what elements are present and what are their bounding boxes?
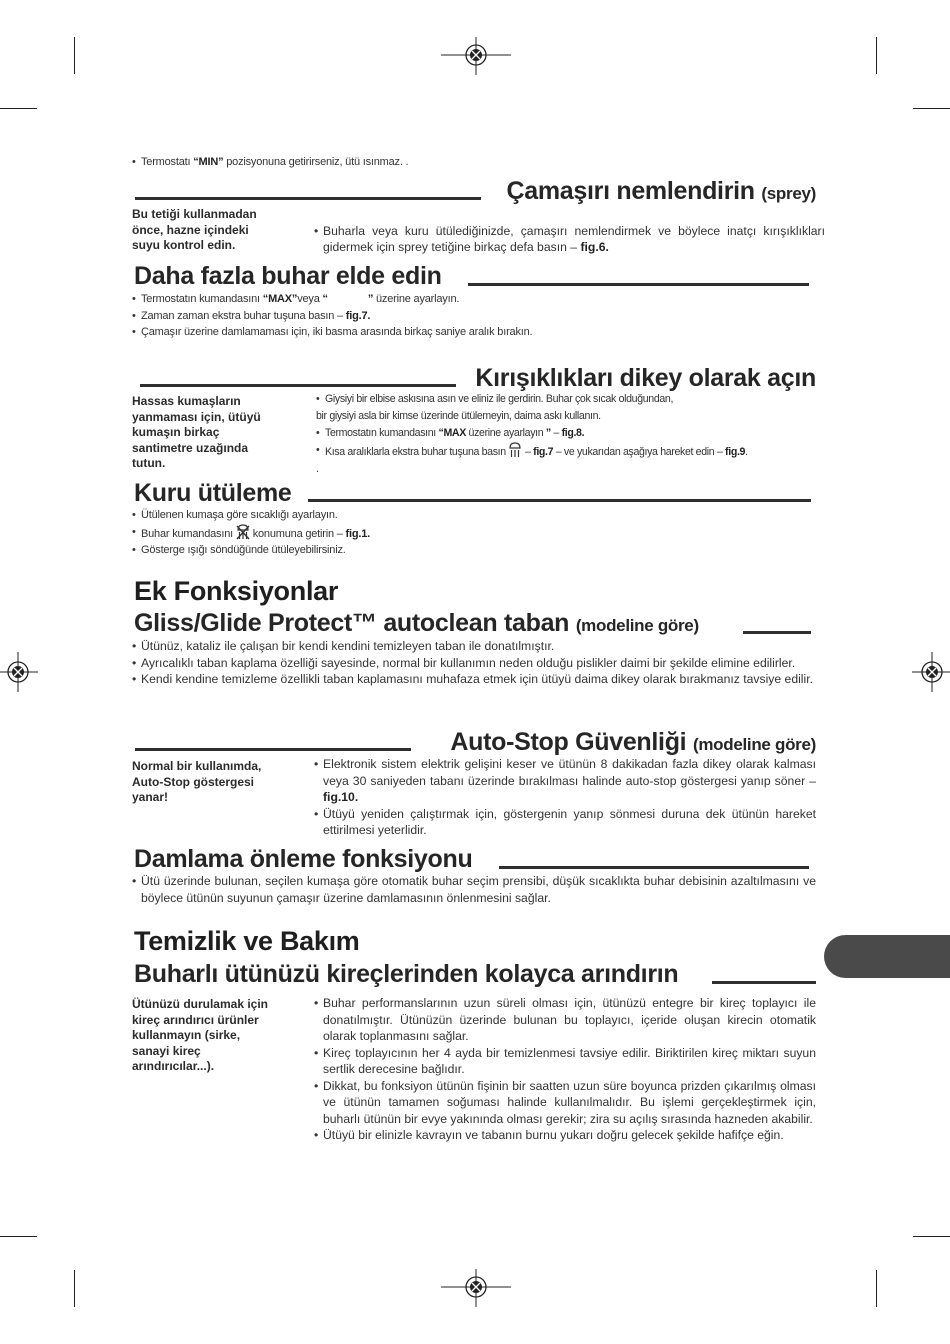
- crop-mark: [74, 1270, 75, 1307]
- list-item: • Gösterge ışığı söndüğünde ütüleyebilirsiniz.: [132, 542, 816, 559]
- heading-rule: [135, 197, 481, 200]
- dikey-text: [316, 391, 826, 478]
- note-line: önce, hazne içindeki: [132, 222, 249, 237]
- steam-burst-icon: [508, 442, 522, 458]
- item-pre: Kısa aralıklarla ekstra buhar tuşuna basın: [325, 446, 509, 458]
- side-note-autostop: [132, 759, 312, 806]
- note-line: Normal bir kullanımda,: [132, 759, 262, 773]
- section-title-kirec: Buharlı ütünüzü kireçlerinden kolayca arındırın: [134, 960, 679, 988]
- section-title-damlama: Damlama önleme fonksiyonu: [134, 845, 473, 873]
- autostop-list: [314, 756, 816, 839]
- note-line: santimetre uzağında: [132, 440, 249, 455]
- crop-mark: [74, 37, 75, 74]
- crop-mark: [876, 37, 877, 74]
- item-text: Zaman zaman ekstra buhar tuşuna basın –: [141, 309, 346, 322]
- note-line: yanar!: [132, 790, 169, 805]
- item-pre: Termostatın kumandasını: [141, 293, 263, 305]
- heading-rule: [499, 866, 809, 869]
- section-title-autostop: [450, 728, 816, 757]
- note-line: suyu kontrol edin.: [132, 238, 236, 253]
- section-title-kuru: Kuru ütüleme: [134, 479, 292, 507]
- damlama-list: [132, 873, 816, 906]
- fig-ref: fig.9: [725, 446, 746, 458]
- heading-rule: [468, 283, 809, 286]
- crop-mark: [876, 1270, 877, 1307]
- side-note-kirec: [132, 997, 312, 1075]
- list-item: • Kireç toplayıcının her 4 ayda bir temizlenmesi tavsiye edilir. Biriktirilen kireç miktarı suyun sertlik derecesine bağlıdır.: [314, 1045, 816, 1078]
- heading-subtitle: (sprey): [761, 184, 816, 203]
- side-note-dikey: [132, 394, 307, 472]
- heading-subtitle: (modeline göre): [692, 735, 816, 754]
- note-line: kullanmayın (sirke,: [132, 1028, 241, 1043]
- list-item: [314, 756, 816, 806]
- note-line: Ütünüzü durulamak için: [132, 997, 269, 1011]
- max-label: “MAX”: [262, 293, 298, 305]
- heading-rule: [308, 499, 811, 502]
- text-line: bir giysiyi asla bir kimse üzerinde ütülemeyin, daima askı kullanın.: [316, 410, 601, 422]
- note-line: sanayi kireç: [132, 1043, 201, 1058]
- quote-open: “: [322, 293, 328, 305]
- quote-close: ”: [367, 293, 374, 305]
- list-item: [316, 425, 826, 442]
- item-text: Buharla veya kuru ütülediğinizde, çamaşırı nemlendirmek ve böylece inatçı kırışıklıkları gidermek için sprey tetiğine birkaç defa basın –: [323, 223, 825, 254]
- heading-text: Çamaşırı nemlendirin: [506, 177, 755, 205]
- fig-ref: fig.1.: [345, 527, 370, 540]
- kirec-list: [314, 995, 816, 1144]
- item-pre: Buhar kumandasını: [141, 527, 236, 540]
- note-line: Bu tetiği kullanmadan: [132, 207, 257, 221]
- intro-post: pozisyonuna getirirseniz, ütü ısınmaz. .: [223, 156, 409, 168]
- list-item: • Buhar performanslarının uzun süreli olması için, ütünüzü entegre bir kireç toplayıcı ile donatılmıştır. Ütünüzün üzerinde bulunan bu toplayıcı, içeride oluşan kirecin otomatik olarak toplanmasını sağlar.: [314, 995, 816, 1045]
- item-end: .: [745, 446, 748, 458]
- list-item: • Ütüyü yeniden çalıştırmak için, göstergenin yanıp sönmesi duruna dek ütünün hareket ettirilmesi yeterlidir.: [314, 806, 816, 839]
- note-line: kireç arındırıcı ürünler: [132, 1012, 259, 1027]
- heading-rule: [140, 384, 456, 387]
- item-mid: üzerine ayarlayın: [465, 427, 546, 439]
- item-mid: – ve yukarıdan aşağıya hareket edin –: [553, 446, 726, 458]
- heading-rule: [743, 631, 811, 634]
- section-title-gliss: [134, 609, 699, 638]
- heading-text: Auto-Stop Güvenliği: [450, 728, 687, 756]
- section-title-buhar: Daha fazla buhar elde edin: [134, 262, 442, 290]
- dash: –: [522, 446, 534, 458]
- side-note-sprey: [132, 207, 312, 254]
- item-post: konumuna getirin –: [249, 527, 346, 540]
- fig-ref: fig.7: [533, 446, 554, 458]
- intro-min: “MIN”: [193, 156, 224, 168]
- list-item: [132, 308, 816, 325]
- item-pre: Termostatın kumandasını: [325, 427, 439, 439]
- heading-text: Gliss/Glide Protect™ autoclean taban: [134, 609, 570, 637]
- no-steam-icon: [236, 524, 250, 540]
- note-line: Auto-Stop göstergesi: [132, 774, 254, 789]
- note-line: Hassas kumaşların: [132, 394, 241, 408]
- crop-mark: [0, 108, 37, 109]
- section-title-sprey: [507, 177, 817, 206]
- dash: –: [550, 427, 562, 439]
- note-line: arındırıcılar...).: [132, 1059, 215, 1074]
- list-item: • Ütünüz, kataliz ile çalışan bir kendi kendini temizleyen taban ile donatılmıştır.: [132, 638, 816, 655]
- max-label: “MAX: [438, 427, 466, 439]
- heading-rule: [712, 981, 816, 984]
- list-item: • Ütülenen kumaşa göre sıcaklığı ayarlayın.: [132, 507, 816, 524]
- note-line: kumaşın birkaç: [132, 425, 220, 440]
- registration-mark-icon: [441, 1269, 511, 1307]
- intro-pre: Termostatı: [141, 156, 194, 168]
- note-line: tutun.: [132, 456, 166, 471]
- chapter-title-temizlik: Temizlik ve Bakım: [134, 926, 360, 956]
- note-line: yanmaması için, ütüyü: [132, 409, 261, 424]
- kuru-list: [132, 507, 816, 559]
- crop-mark: [913, 1236, 950, 1237]
- list-item: [316, 442, 826, 461]
- list-item: • Çamaşır üzerine damlamaması için, iki basma arasında birkaç saniye aralık bırakın.: [132, 324, 816, 341]
- heading-subtitle: (modeline göre): [575, 616, 699, 635]
- list-item: • Giysiyi bir elbise askısına asın ve eliniz ile gerdirin. Buhar çok sıcak olduğundan,: [316, 391, 826, 408]
- buhar-list: [132, 291, 816, 341]
- registration-mark-icon: [441, 37, 511, 75]
- fig-ref: fig.6.: [580, 240, 609, 254]
- crop-mark: [913, 108, 950, 109]
- gliss-list: [132, 638, 816, 688]
- list-item: • Ayrıcalıklı taban kaplama özelliği sayesinde, normal bir kullanımın neden olduğu pislikler daimi bir şekilde elimine edilirler.: [132, 655, 816, 672]
- fig-ref: fig.7.: [345, 309, 371, 322]
- registration-mark-icon: [912, 652, 950, 692]
- heading-rule: [135, 748, 411, 751]
- text-line: .: [316, 463, 319, 475]
- quote-close: ”: [545, 427, 551, 439]
- list-item: [132, 524, 816, 543]
- list-item: [132, 291, 816, 308]
- list-item: • Ütüyü bir elinizle kavrayın ve tabanın burnu yukarı doğru gelecek şekilde hafifçe eğin.: [314, 1127, 816, 1144]
- item-mid: veya: [297, 293, 323, 305]
- fig-ref: fig.8.: [561, 427, 585, 439]
- crop-mark: [0, 1236, 37, 1237]
- registration-mark-icon: [0, 652, 38, 692]
- list-item: [314, 223, 825, 256]
- list-item: • Kendi kendine temizleme özellikli taban kaplamasını muhafaza etmek için ütüyü daima dikey olarak bırakmanız tavsiye edilir.: [132, 671, 816, 688]
- chapter-title-ek: Ek Fonksiyonlar: [134, 576, 339, 606]
- page-tab: [824, 935, 950, 978]
- item-post: üzerine ayarlayın.: [373, 293, 460, 305]
- list-item: • Dikkat, bu fonksiyon ütünün fişinin bir saatten uzun süre boyunca prizden çıkarılmış olması ve ütünün tamamen soğuması halinde kullanılmalıdır. Bu işlemi gerçekleştirmek için, buharlı ütünün bir evye yakınında olması gerekir; zira su açılış sırasında hazneden akabilir.: [314, 1078, 816, 1128]
- intro-line: [132, 154, 821, 171]
- item-text: Elektronik sistem elektrik gelişini keser ve ütünün 8 dakikadan fazla dikey olarak kalması veya 30 saniyeden tabanı üzerinde bırakılması halinde auto-stop göstergesi yanıp söner –: [323, 757, 816, 788]
- list-item: • Ütü üzerinde bulunan, seçilen kumaşa göre otomatik buhar seçim prensibi, düşük sıcaklıkta buhar debisinin azaltılmasını ve böylece ütünün suyunun çamaşır üzerine damlamasının önlenmesini sağlar.: [132, 873, 816, 906]
- fig-ref: fig.10.: [323, 790, 359, 804]
- section-title-dikey: Kırışıklıkları dikey olarak açın: [475, 364, 816, 392]
